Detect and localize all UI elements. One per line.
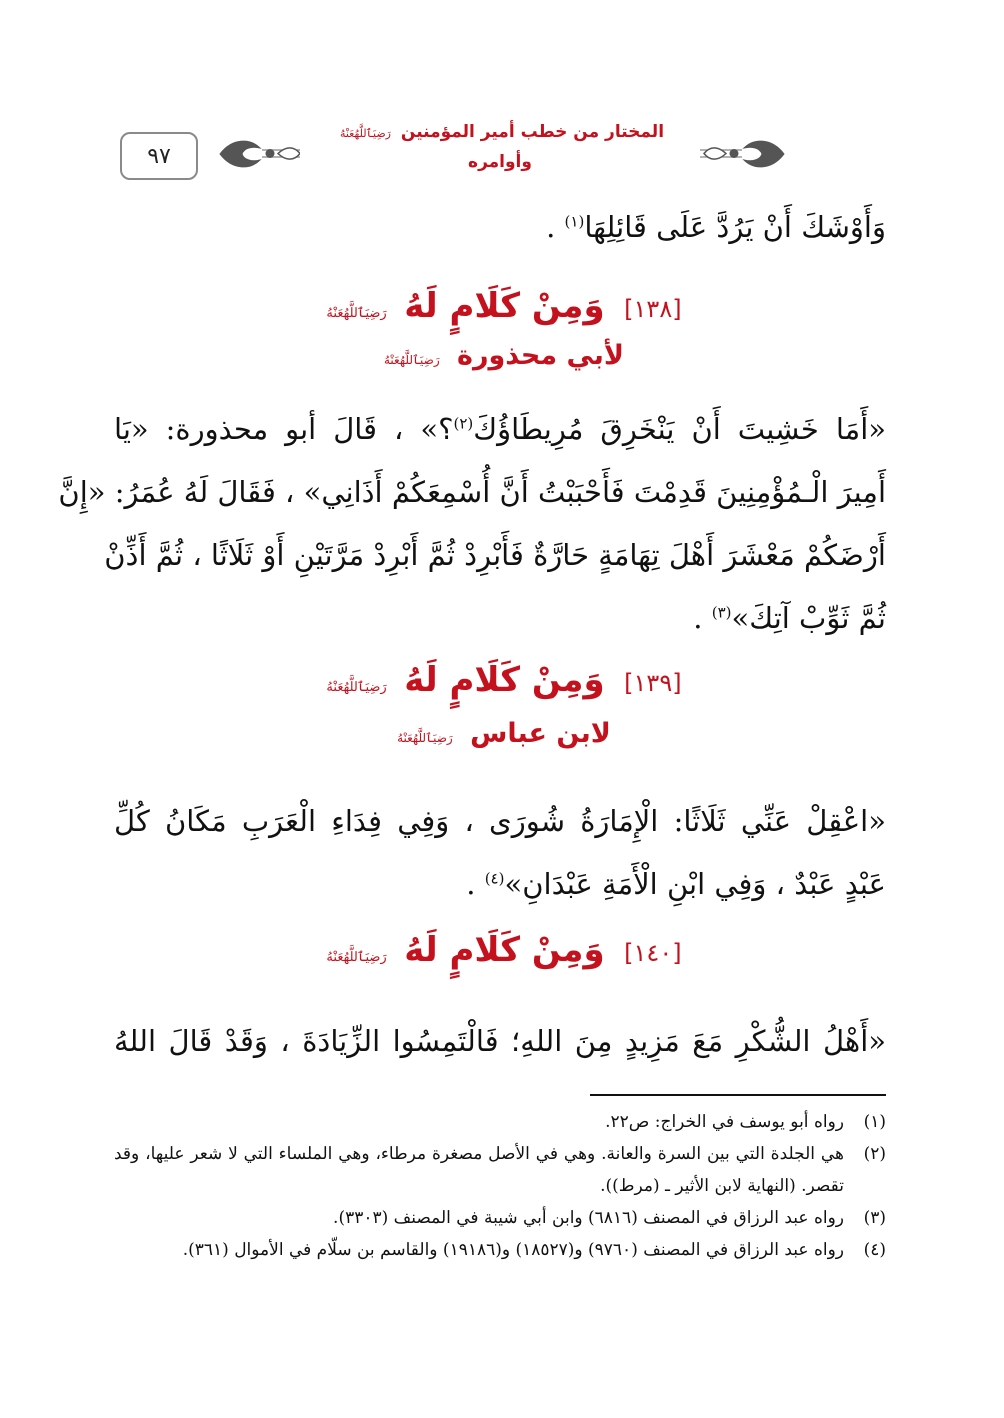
footnote-marker: (٣) <box>863 1208 886 1228</box>
text-line: أَمِيرَ الْـمُؤْمِنِينَ قَدِمْتَ فَأَحْبَبْتُ أَنَّ أُسْمِعَكُمْ أَذَانِي» ، فَقَالَ لَهُ عُمَرُ: «إِنَّ <box>58 475 886 509</box>
header-title-text: المختار من خطب أمير المؤمنين <box>400 122 665 142</box>
footnote-text: هي الجلدة التي بين السرة والعانة. وهي في الأصل مصغرة مرطاء، وهي الملساء التي لا شعر عليها، وقد تقصر. (النهاية لابن الأثير ـ (مرط)). <box>114 1144 844 1196</box>
text-line: أَرْضَكُمْ مَعْشَرَ أَهْلَ تِهَامَةٍ حَارَّةٌ فَأَبْرِدْ ثُمَّ أَبْرِدْ مَرَّتَيْنِ أَوْ ثَلَاثًا ، ثُمَّ أَذِّنْ <box>104 538 886 572</box>
footnote-ref: (٤) <box>484 869 505 888</box>
footnote-text: رواه أبو يوسف في الخراج: ص٢٢. <box>605 1112 844 1132</box>
section-number: [١٣٨] <box>624 295 682 323</box>
text-line <box>114 398 886 461</box>
section-138-body <box>58 398 886 650</box>
running-header-title <box>300 118 700 176</box>
line-text-tail: ؟» ، قَالَ أبو محذورة: «يَا <box>114 412 454 446</box>
footnote-ref: (٣) <box>711 603 732 622</box>
opening-paragraph <box>114 196 886 259</box>
opening-line-end: . <box>546 210 565 244</box>
section-heading-139 <box>118 660 890 700</box>
footnote-ref: (٢) <box>453 414 474 433</box>
footnote-item <box>114 1138 886 1202</box>
section-number: [١٣٩] <box>624 669 682 697</box>
opening-line <box>114 196 886 259</box>
subheading-text: لأبي محذورة <box>457 340 625 371</box>
section-number: [١٤٠] <box>624 939 682 967</box>
section-heading-138 <box>118 286 890 326</box>
text-line <box>114 853 886 916</box>
subheading-honorific: رَضِيَٱللَّهُعَنْهُ <box>383 353 440 367</box>
subheading-honorific: رَضِيَٱللَّهُعَنْهُ <box>397 731 453 745</box>
line-text: عَبْدٍ عَبْدٌ ، وَفِي ابْنِ الْأَمَةِ عَبْدَانِ» <box>504 867 886 901</box>
section-139-body <box>114 790 886 916</box>
section-heading-text: وَمِنْ كَلَامٍ لَهُ <box>404 286 605 326</box>
footnote-item <box>114 1202 886 1234</box>
footnote-marker: (٤) <box>863 1240 886 1260</box>
line-text-end: . <box>693 601 712 635</box>
footnote-marker: (١) <box>863 1112 886 1132</box>
page-number <box>120 132 198 180</box>
section-140-body <box>114 1010 886 1073</box>
footnote-ref: (١) <box>564 212 585 231</box>
footnote-text: رواه عبد الرزاق في المصنف (٩٧٦٠) و(١٨٥٢٧) و(١٩١٨٦) والقاسم بن سلّام في الأموال (٣٦١). <box>182 1240 844 1260</box>
line-text: «أَمَا خَشِيتَ أَنْ يَنْخَرِقَ مُرِيطَاؤُكَ <box>473 412 886 446</box>
subheading-text: لابن عباس <box>470 718 611 749</box>
footnote-item <box>114 1234 886 1266</box>
section-heading-140 <box>118 930 890 970</box>
footnote-separator <box>590 1094 886 1096</box>
text-line: «أَهْلُ الشُّكْرِ مَعَ مَزِيدٍ مِنَ اللهِ؛ فَالْتَمِسُوا الزِّيَادَةَ ، وَقَدْ قَالَ اللهُ <box>114 1024 886 1058</box>
line-text-end: . <box>466 867 485 901</box>
section-heading-text: وَمِنْ كَلَامٍ لَهُ <box>404 660 605 700</box>
page-number-text: ٩٧ <box>147 143 171 169</box>
footnote-marker: (٢) <box>863 1144 886 1164</box>
section-honorific: رَضِيَٱللَّهُعَنْهُ <box>326 680 387 695</box>
header-title-suffix: وأوامره <box>468 152 532 172</box>
section-heading-text: وَمِنْ كَلَامٍ لَهُ <box>404 930 605 970</box>
footnote-item <box>114 1106 886 1138</box>
section-subheading-139 <box>118 718 890 749</box>
footnote-text: رواه عبد الرزاق في المصنف (٦٨١٦) وابن أبي شيبة في المصنف (٣٣٠٣). <box>333 1208 844 1228</box>
section-subheading-138 <box>118 340 890 371</box>
text-line <box>114 587 886 650</box>
section-honorific: رَضِيَٱللَّهُعَنْهُ <box>326 306 387 321</box>
footnotes <box>114 1106 886 1266</box>
text-line: «اعْقِلْ عَنِّي ثَلَاثًا: الْإِمَارَةُ شُورَى ، وَفِي فِدَاءِ الْعَرَبِ مَكَانُ كُلِّ <box>114 804 886 838</box>
opening-line-text: وَأَوْشَكَ أَنْ يَرُدَّ عَلَى قَائِلِهَا <box>584 210 886 244</box>
section-honorific: رَضِيَٱللَّهُعَنْهُ <box>326 950 387 965</box>
line-text: ثُمَّ ثَوِّبْ آتِكَ» <box>731 601 886 635</box>
header-honorific: رَضِيَٱللَّهُعَنْهُ <box>339 127 391 140</box>
